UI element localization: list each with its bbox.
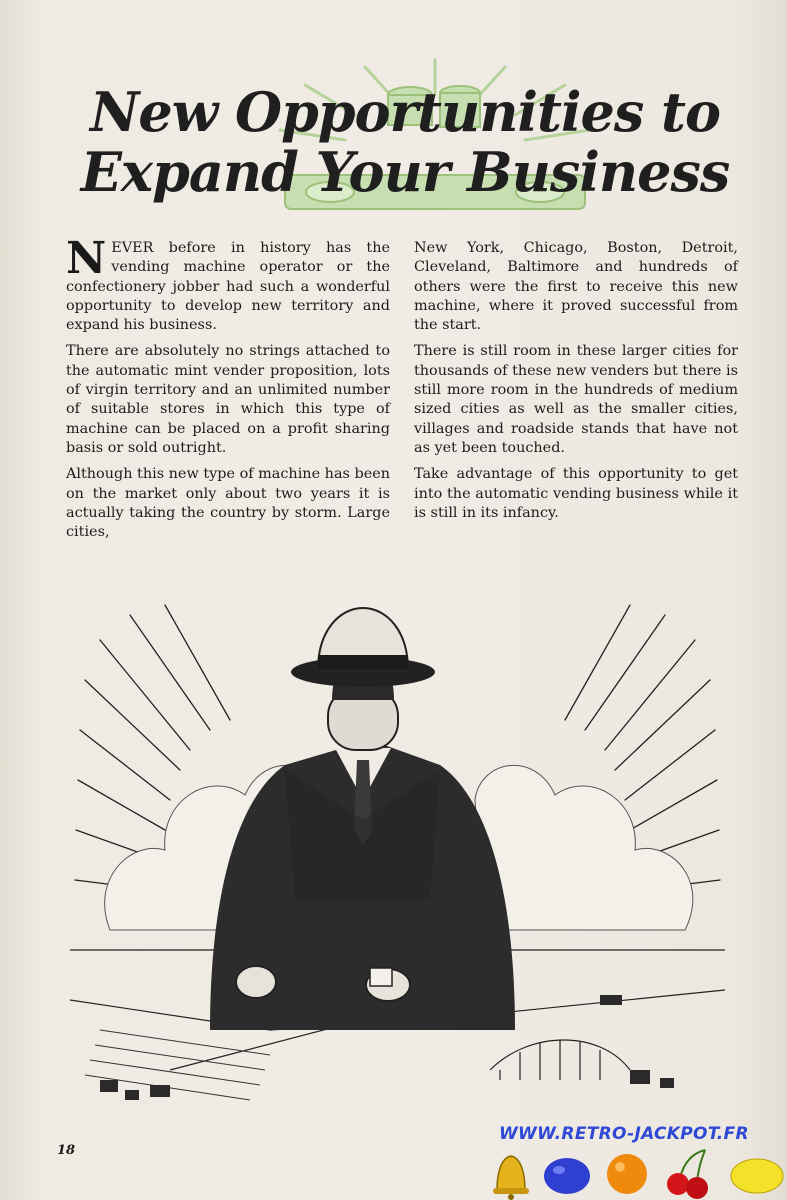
plum-icon <box>544 1158 590 1194</box>
drop-cap: N <box>66 233 107 284</box>
page-title <box>60 82 750 202</box>
paragraph-text: EVER before in history has the vending machine operator or the confectionery jobber had such a wonderful opportunity to develop new territory and expand his business. <box>66 240 390 334</box>
paragraph: Take advantage of this opportunity to get into the automatic vending business while it is still in its infancy. <box>414 466 738 521</box>
slot-fruit-icons <box>485 1148 787 1200</box>
orange-icon <box>607 1154 647 1194</box>
paragraph: New York, Chicago, Boston, Detroit, Cleveland, Baltimore and hundreds of others were the first to receive this new machine, where it proved successful from the start. <box>414 240 738 334</box>
text-column-right <box>414 239 738 530</box>
paragraph: Although this new type of machine has been on the market only about two years it is actually taking the country by storm. Large cities, <box>66 466 390 541</box>
businessman-over-landscape-illustration <box>70 600 725 1125</box>
page-number: 18 <box>57 1143 76 1158</box>
paragraph: There is still room in these larger cities for thousands of these new venders but there is still more room in the hundreds of medium sized cities as well as the smaller cities, villages and roadside stands that have not as yet been touched. <box>414 343 738 456</box>
bell-icon <box>493 1156 529 1200</box>
lemon-icon <box>731 1159 783 1193</box>
paragraph <box>66 233 390 335</box>
text-column-left <box>66 233 390 549</box>
paragraph: There are absolutely no strings attached to the automatic mint vender proposition, lots of virgin territory and an unlimited number of suitable stores in which this type of machine can be placed on a profit sharing basis or sold outright. <box>66 343 390 456</box>
title-line-1: New Opportunities to <box>90 80 720 144</box>
website-watermark: WWW.RETRO-JACKPOT.FR <box>499 1124 749 1144</box>
title-line-2: Expand Your Business <box>80 140 730 204</box>
cherries-icon <box>667 1150 708 1199</box>
